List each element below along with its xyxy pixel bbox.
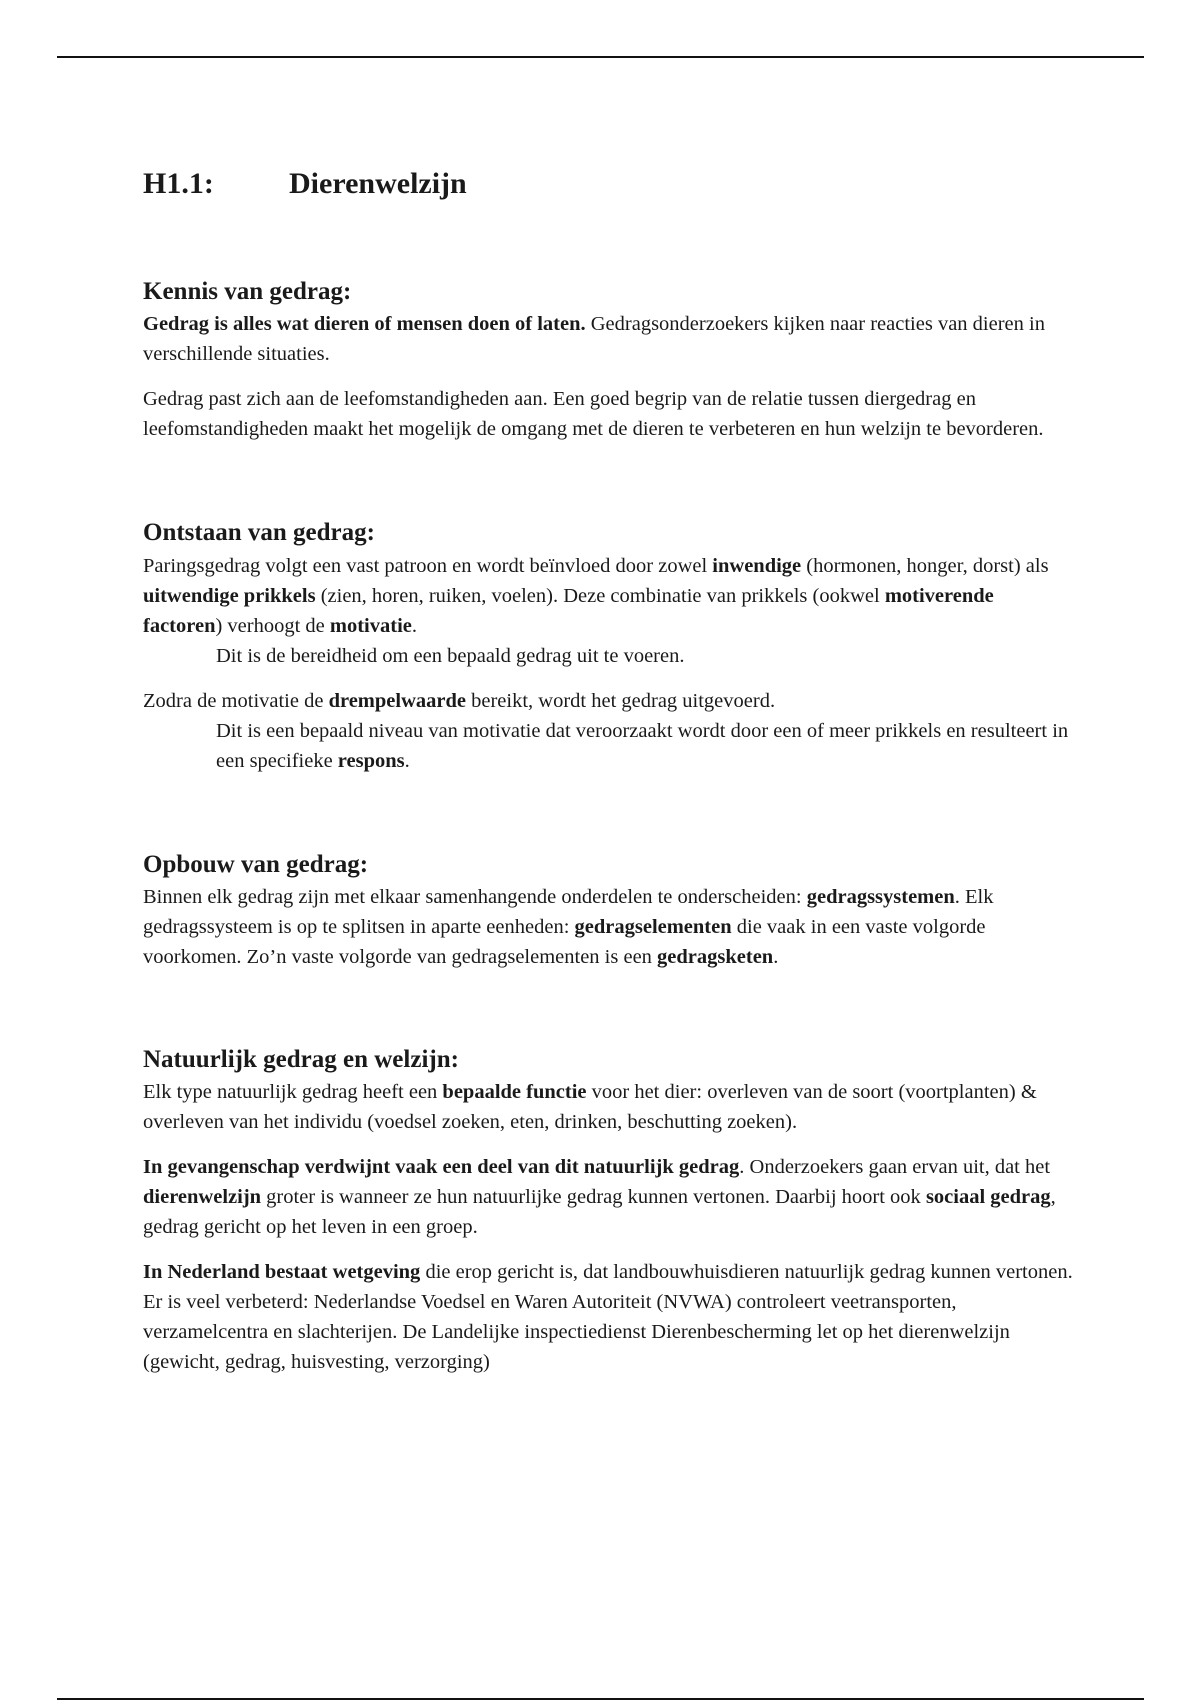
bold-text: Gedrag is alles wat dieren of mensen doen of laten. bbox=[143, 313, 586, 336]
bold-text: In Nederland bestaat wetgeving bbox=[143, 1261, 421, 1283]
bold-text: gedragssystemen bbox=[806, 885, 955, 908]
bold-text: gedragsketen bbox=[657, 945, 774, 968]
paragraph: Gedrag past zich aan de leefomstandigheden aan. Een goed begrip van de relatie tussen diergedrag en leefomstandigheden maakt het mogelijk de omgang met de dieren te verbeteren en hun welzijn te bevorderen. bbox=[143, 388, 1044, 441]
section-title: Natuurlijk gedrag en welzijn: bbox=[143, 1045, 459, 1073]
section-ontstaan-van-gedrag bbox=[143, 517, 1073, 775]
paragraph-text: bereikt, wordt het gedrag uitgevoerd. bbox=[465, 689, 776, 712]
paragraph-text: Elk type natuurlijk gedrag heeft een bbox=[143, 1081, 443, 1103]
bold-text: respons bbox=[337, 749, 405, 772]
paragraph-text: die vaak in een vaste volgorde voorkomen. Zo’n vaste volgorde van gedragselementen is een bbox=[143, 915, 986, 968]
bold-text: dierenwelzijn bbox=[143, 1186, 262, 1208]
document-body bbox=[143, 166, 1073, 1377]
paragraph-text: die erop gericht is, dat landbouwhuisdieren natuurlijk gedrag kunnen vertonen. Er is veel verbeterd: Nederlandse Voedsel en Waren Autoriteit (NVWA) controleert veetransporten, verzamelcentra en slachterijen. De Landelijke inspectiedienst Dierenbescherming let op het dierenwelzijn (gewicht, gedrag, huisvesting, verzorging) bbox=[143, 1261, 1073, 1373]
indented-paragraph: Dit is de bereidheid om een bepaald gedrag uit te voeren. bbox=[216, 644, 685, 667]
section-title: Ontstaan van gedrag: bbox=[143, 519, 375, 547]
indented-paragraph bbox=[143, 716, 1073, 776]
paragraph bbox=[143, 686, 1073, 716]
paragraph-text: Paringsgedrag volgt een vast patroon en wordt beïnvloed door zowel bbox=[143, 554, 713, 577]
header-rule bbox=[57, 56, 1144, 58]
section-opbouw-van-gedrag bbox=[143, 849, 1073, 972]
paragraph-text: voor het dier: overleven van de soort (voortplanten) & overleven van het individu (voedsel zoeken, eten, drinken, beschutting zoeken). bbox=[143, 1081, 1037, 1133]
chapter-number: H1.1: bbox=[143, 167, 214, 200]
section-title: Kennis van gedrag: bbox=[143, 278, 352, 305]
section-title: Opbouw van gedrag: bbox=[143, 850, 369, 878]
paragraph-text: (zien, horen, ruiken, voelen). Deze combinatie van prikkels (ookwel bbox=[315, 584, 885, 607]
section-kennis-van-gedrag bbox=[143, 276, 1073, 444]
paragraph-text: (hormonen, honger, dorst) als bbox=[801, 554, 1049, 577]
paragraph-text: Dit is een bepaald niveau van motivatie dat veroorzaakt wordt door een of meer prikkels en resulteert in een specifieke bbox=[216, 719, 1069, 772]
paragraph-text: Gedragsonderzoekers kijken naar reacties van dieren in verschillende situaties. bbox=[143, 313, 1045, 366]
bold-text: inwendige bbox=[712, 554, 802, 577]
paragraph-text: Binnen elk gedrag zijn met elkaar samenhangende onderdelen te onderscheiden: bbox=[143, 885, 807, 908]
bold-text: sociaal gedrag bbox=[925, 1186, 1051, 1208]
paragraph bbox=[143, 1152, 1073, 1242]
paragraph bbox=[143, 551, 1073, 641]
paragraph-text: groter is wanneer ze hun natuurlijke gedrag kunnen vertonen. Daarbij hoort ook bbox=[261, 1186, 926, 1208]
paragraph bbox=[143, 882, 1073, 972]
paragraph bbox=[143, 1077, 1073, 1137]
paragraph bbox=[143, 1257, 1073, 1377]
paragraph-text: . bbox=[411, 614, 418, 637]
bold-text: bepaalde functie bbox=[442, 1081, 587, 1103]
paragraph-text: ) verhoogt de bbox=[215, 614, 330, 637]
paragraph bbox=[143, 309, 1073, 369]
paragraph-text: , gedrag gericht op het leven in een groep. bbox=[143, 1186, 1056, 1238]
paragraph-text: Zodra de motivatie de bbox=[143, 689, 329, 712]
paragraph-text: . Onderzoekers gaan ervan uit, dat het bbox=[739, 1156, 1051, 1178]
bold-text: drempelwaarde bbox=[328, 689, 466, 712]
section-natuurlijk-gedrag-en-welzijn bbox=[143, 1044, 1073, 1377]
paragraph-text: . bbox=[773, 945, 779, 968]
chapter-heading bbox=[143, 166, 1073, 202]
bold-text: motiverende factoren bbox=[143, 584, 994, 637]
chapter-title: Dierenwelzijn bbox=[289, 167, 467, 200]
bold-text: gedragselementen bbox=[574, 915, 732, 938]
bold-text: uitwendige prikkels bbox=[143, 584, 316, 607]
bold-text: motivatie bbox=[329, 614, 412, 637]
paragraph-text: . bbox=[404, 749, 410, 772]
bold-text: In gevangenschap verdwijnt vaak een deel van dit natuurlijk gedrag bbox=[143, 1156, 740, 1178]
paragraph-text: . Elk gedragssysteem is op te splitsen in aparte eenheden: bbox=[143, 885, 994, 938]
